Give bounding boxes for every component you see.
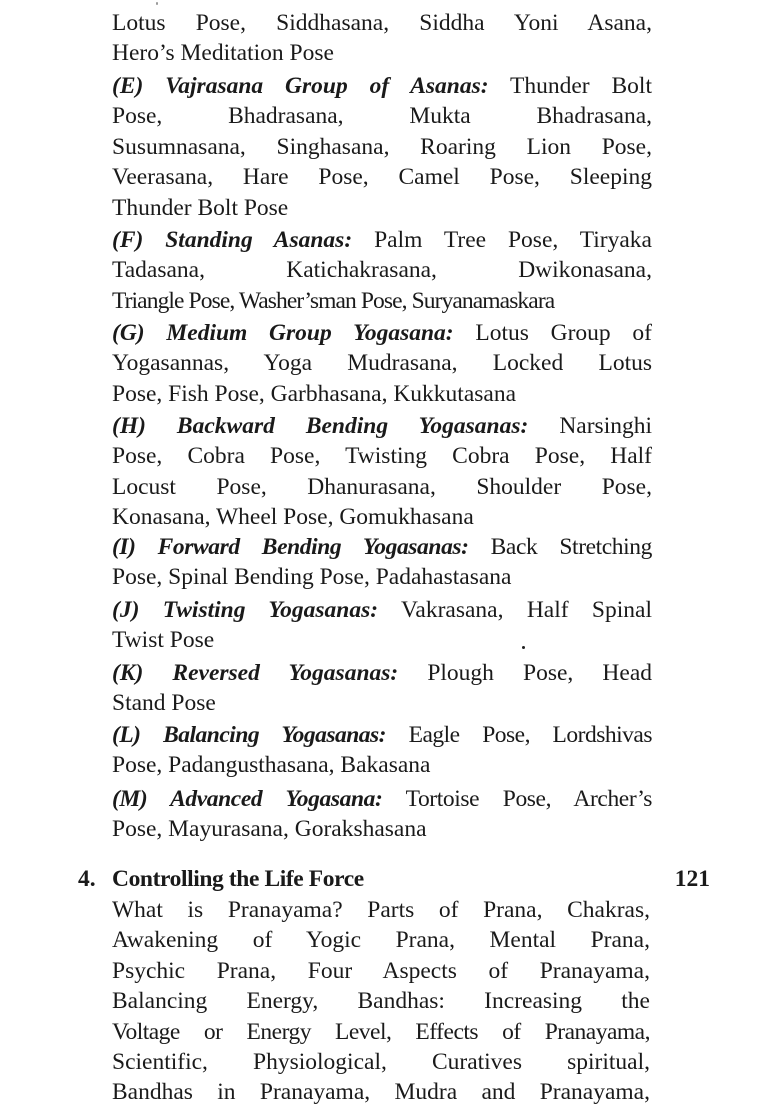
- text-line: Pose, Bhadrasana, Mukta Bhadrasana,: [112, 103, 652, 130]
- text-line: Thunder Bolt Pose: [112, 194, 289, 221]
- text-line: Locust Pose, Dhanurasana, Shoulder Pose,: [112, 473, 652, 500]
- text-line: Triangle Pose, Washer’sman Pose, Suryanamaskara: [112, 287, 555, 314]
- group-label: (K) Reversed Yogasanas:: [112, 660, 399, 686]
- text-line: (K) Reversed Yogasanas: Plough Pose, Head: [112, 660, 652, 686]
- text-line: Psychic Prana, Four Aspects of Pranayama,: [112, 957, 650, 984]
- chapter-description: [112, 895, 650, 1108]
- text-line: Susumnasana, Singhasana, Roaring Lion Pose,: [112, 133, 652, 160]
- text-line: What is Pranayama? Parts of Prana, Chakras,: [112, 897, 650, 923]
- text-line: Awakening of Yogic Prana, Mental Prana,: [112, 927, 650, 954]
- text-line: Stand Pose: [112, 690, 216, 717]
- text-line: Konasana, Wheel Pose, Gomukhasana: [112, 504, 474, 531]
- scan-speck: [156, 2, 158, 5]
- text-line: Pose, Fish Pose, Garbhasana, Kukkutasana: [112, 380, 517, 407]
- text-line: (F) Standing Asanas: Palm Tree Pose, Tiryaka: [112, 227, 652, 253]
- text-line: Scientific, Physiological, Curatives spiritual,: [112, 1048, 650, 1075]
- group-i-forward-bending: [112, 532, 652, 593]
- group-label: (G) Medium Group Yogasana:: [112, 320, 454, 346]
- text-line: (E) Vajrasana Group of Asanas: Thunder Bolt: [112, 73, 652, 99]
- text-line: (M) Advanced Yogasana: Tortoise Pose, Archer’s: [112, 786, 652, 812]
- group-label: (F) Standing Asanas:: [112, 227, 353, 253]
- group-e-vajrasana: [112, 71, 652, 223]
- text-line: (I) Forward Bending Yogasanas: Back Stretching: [112, 534, 652, 560]
- text-line: Pose, Spinal Bending Pose, Padahastasana: [112, 564, 512, 591]
- group-label: (H) Backward Bending Yogasanas:: [112, 413, 529, 439]
- group-j-twisting: [112, 595, 652, 656]
- text-line: Yogasannas, Yoga Mudrasana, Locked Lotus: [112, 350, 652, 377]
- text-line: Lotus Pose, Siddhasana, Siddha Yoni Asana,: [112, 10, 652, 36]
- group-label: (M) Advanced Yogasana:: [112, 786, 383, 812]
- text-line: Hero’s Meditation Pose: [112, 40, 334, 67]
- text-line: Tadasana, Katichakrasana, Dwikonasana,: [112, 257, 652, 284]
- chapter-title: Controlling the Life Force: [112, 866, 364, 892]
- print-speck: [522, 646, 525, 649]
- group-m-advanced: [112, 784, 652, 845]
- text-line: Pose, Padangusthasana, Bakasana: [112, 752, 431, 779]
- group-f-standing: [112, 225, 652, 316]
- group-label: (I) Forward Bending Yogasanas:: [112, 534, 469, 560]
- text-line: (L) Balancing Yogasanas: Eagle Pose, Lordshivas: [112, 722, 652, 748]
- chapter-page-number: 121: [674, 866, 710, 892]
- text-line: Veerasana, Hare Pose, Camel Pose, Sleeping: [112, 164, 652, 191]
- text-line: Twist Pose: [112, 627, 215, 654]
- text-line: Bandhas in Pranayama, Mudra and Pranayama,: [112, 1079, 650, 1106]
- group-g-medium: [112, 318, 652, 409]
- group-h-backward-bending: [112, 411, 652, 533]
- text-line: Balancing Energy, Bandhas: Increasing the: [112, 988, 650, 1015]
- text-line: Pose, Mayurasana, Gorakshasana: [112, 816, 427, 843]
- chapter-number: 4.: [78, 866, 96, 892]
- group-k-reversed: [112, 658, 652, 719]
- chapter-title-wrap: [78, 864, 364, 895]
- chapter-heading: [78, 864, 710, 895]
- text-line: Pose, Cobra Pose, Twisting Cobra Pose, Half: [112, 443, 652, 470]
- text-line: Voltage or Energy Level, Effects of Pranayama,: [112, 1018, 650, 1045]
- group-label: (J) Twisting Yogasanas:: [112, 597, 379, 623]
- text-line: (H) Backward Bending Yogasanas: Narsinghi: [112, 413, 653, 439]
- group-l-balancing: [112, 720, 652, 781]
- text-line: (G) Medium Group Yogasana: Lotus Group of: [112, 320, 652, 346]
- group-label: (E) Vajrasana Group of Asanas:: [112, 73, 489, 99]
- continuation-text: [112, 8, 652, 69]
- group-label: (L) Balancing Yogasanas:: [112, 722, 387, 748]
- text-line: (J) Twisting Yogasanas: Vakrasana, Half Spinal: [112, 597, 652, 623]
- chapter-entry: [78, 864, 710, 1108]
